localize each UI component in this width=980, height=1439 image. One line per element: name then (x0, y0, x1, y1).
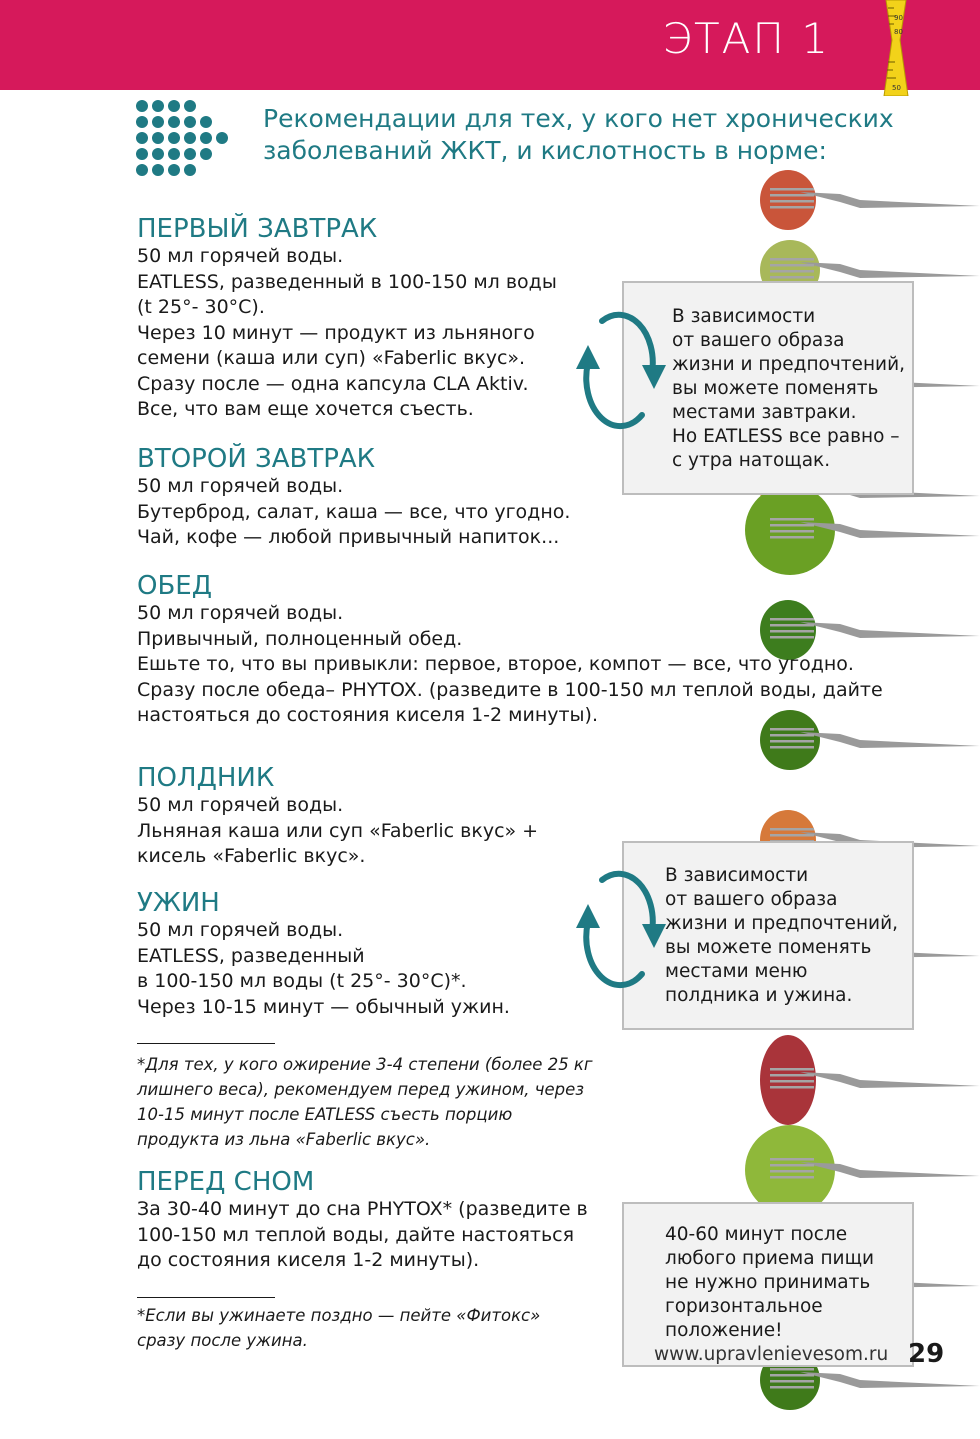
fork-icon (760, 1035, 980, 1125)
dot-shape (168, 100, 180, 112)
section-line: Через 10-15 минут — обычный ужин. (137, 995, 510, 1018)
subtitle-line-1: Рекомендации для тех, у кого нет хронических (263, 104, 894, 133)
info-line: горизонтальное (665, 1296, 823, 1317)
info-line: местами меню (665, 961, 808, 982)
footnote-line: лишнего веса), рекомендуем перед ужином, через (137, 1080, 585, 1099)
info-line: от вашего образа (665, 889, 838, 910)
info-line: вы можете поменять (665, 937, 872, 958)
info-line: Но EATLESS все равно – (672, 426, 900, 447)
section-line: EATLESS, разведенный (137, 944, 365, 967)
info-line: В зависимости (672, 306, 816, 327)
info-line: жизни и предпочтений, (672, 354, 905, 375)
section-second-breakfast (137, 444, 570, 551)
section-line: 50 мл горячей воды. (137, 245, 344, 267)
section-line: 50 мл горячей воды. (137, 794, 344, 816)
dot-shape (184, 164, 196, 176)
dot-shape (168, 132, 180, 144)
section-line: Привычный, полноценный обед. (137, 627, 463, 650)
section-line: Сразу после — одна капсула CLA Aktiv. (137, 372, 529, 395)
info-line: 40-60 минут после (665, 1224, 848, 1245)
section-line: (t 25°- 30°C). (137, 296, 265, 318)
footnote-line: *Если вы ужинаете поздно — пейте «Фитокс» (137, 1306, 541, 1325)
section-line: Бутерброд, салат, каша — все, что угодно. (137, 500, 571, 523)
section-line: 50 мл горячей воды. (137, 475, 344, 497)
dot-shape (200, 148, 212, 160)
section-title: УЖИН (137, 888, 220, 918)
info-line: вы можете поменять (672, 378, 879, 399)
info-line: не нужно принимать (665, 1272, 871, 1293)
info-box-breakfast-swap-text (672, 305, 905, 473)
dot-shape (136, 116, 148, 128)
section-first-breakfast (137, 214, 557, 423)
dot-shape (168, 116, 180, 128)
measuring-tape-icon (878, 0, 914, 96)
section-title: ОБЕД (137, 571, 213, 601)
dot-shape (216, 132, 228, 144)
dot-shape (184, 100, 196, 112)
dot-shape (168, 148, 180, 160)
dot-shape (152, 164, 164, 176)
dot-shape (168, 164, 180, 176)
dot-shape (136, 132, 148, 144)
info-line: местами завтраки. (672, 402, 857, 423)
page-number: 29 (908, 1339, 945, 1369)
section-dinner (137, 888, 510, 1020)
dot-shape (184, 116, 196, 128)
info-line: любого приема пищи (665, 1248, 875, 1269)
section-line: Льняная каша или суп «Faberlic вкус» + (137, 819, 539, 842)
subtitle-line-2: заболеваний ЖКТ, и кислотность в норме: (263, 136, 827, 165)
page-title: ЭТАП 1 (662, 14, 830, 63)
dot-shape (200, 132, 212, 144)
dot-shape (152, 148, 164, 160)
section-before-sleep (137, 1167, 588, 1274)
section-line: За 30-40 минут до сна PHYTOX* (разведите в (137, 1198, 588, 1220)
info-line: В зависимости (665, 865, 809, 886)
section-line: Все, что вам еще хочется съесть. (137, 398, 474, 420)
fork-icon (760, 170, 980, 230)
info-box-snack-dinner-swap-text (665, 864, 898, 1008)
dot-shape (152, 132, 164, 144)
dot-shape (136, 100, 148, 112)
tape-mark-90: 90 (894, 14, 903, 22)
tape-mark-80: 80 (894, 28, 903, 36)
swap-cycle-icon (572, 862, 668, 994)
dot-shape (136, 164, 148, 176)
dot-shape (152, 100, 164, 112)
sleep-footnote (137, 1303, 540, 1353)
footnote-rule (137, 1043, 275, 1044)
subtitle (263, 103, 923, 167)
footnote-line: 10-15 минут после EATLESS съесть порцию (137, 1105, 513, 1124)
section-line: до состояния киселя 1-2 минуты). (137, 1249, 480, 1271)
info-line: жизни и предпочтений, (665, 913, 898, 934)
section-line: 100-150 мл теплой воды, дайте настояться (137, 1223, 575, 1246)
footer-url: www.upravlenievesom.ru (654, 1344, 889, 1365)
section-line: в 100-150 мл воды (t 25°- 30°C)*. (137, 970, 467, 992)
dot-shape (184, 132, 196, 144)
footnote-rule (137, 1297, 275, 1298)
section-line: 50 мл горячей воды. (137, 602, 344, 624)
section-lunch (137, 571, 883, 729)
section-line: семени (каша или суп) «Faberlic вкус». (137, 347, 526, 369)
dot-shape (184, 148, 196, 160)
info-line: положение! (665, 1320, 783, 1341)
section-title: ПЕРВЫЙ ЗАВТРАК (137, 214, 378, 244)
section-title: ПОЛДНИК (137, 763, 275, 793)
info-line: с утра натощак. (672, 450, 831, 471)
section-line: Чай, кофе — любой привычный напиток... (137, 526, 560, 548)
section-line: 50 мл горячей воды. (137, 919, 344, 941)
header-bar (0, 0, 980, 90)
footnote-line: *Для тех, у кого ожирение 3-4 степени (более 25 кг (137, 1055, 593, 1074)
tape-mark-50: 50 (892, 84, 901, 92)
dot-shape (152, 116, 164, 128)
dinner-footnote (137, 1052, 593, 1152)
section-line: кисель «Faberlic вкус». (137, 845, 366, 867)
section-title: ВТОРОЙ ЗАВТРАК (137, 444, 376, 474)
section-line: Ешьте то, что вы привыкли: первое, второе, компот — все, что угодно. (137, 653, 854, 675)
section-line: настояться до состояния киселя 1-2 минуты). (137, 704, 599, 726)
section-line: Сразу после обеда– PHYTOX. (разведите в 100-150 мл теплой воды, дайте (137, 678, 883, 701)
swap-cycle-icon (572, 303, 668, 435)
section-line: EATLESS, разведенный в 100-150 мл воды (137, 270, 557, 293)
section-title: ПЕРЕД СНОМ (137, 1167, 315, 1197)
info-box-lying-warning-text (665, 1223, 874, 1343)
info-line: от вашего образа (672, 330, 845, 351)
info-line: полдника и ужина. (665, 985, 853, 1006)
fork-icon (745, 485, 980, 575)
dot-shape (200, 116, 212, 128)
section-afternoon-snack (137, 763, 538, 870)
footnote-line: продукта из льна «Faberlic вкус». (137, 1130, 431, 1149)
section-line: Через 10 минут — продукт из льняного (137, 321, 535, 344)
dot-shape (136, 148, 148, 160)
footnote-line: сразу после ужина. (137, 1331, 308, 1350)
